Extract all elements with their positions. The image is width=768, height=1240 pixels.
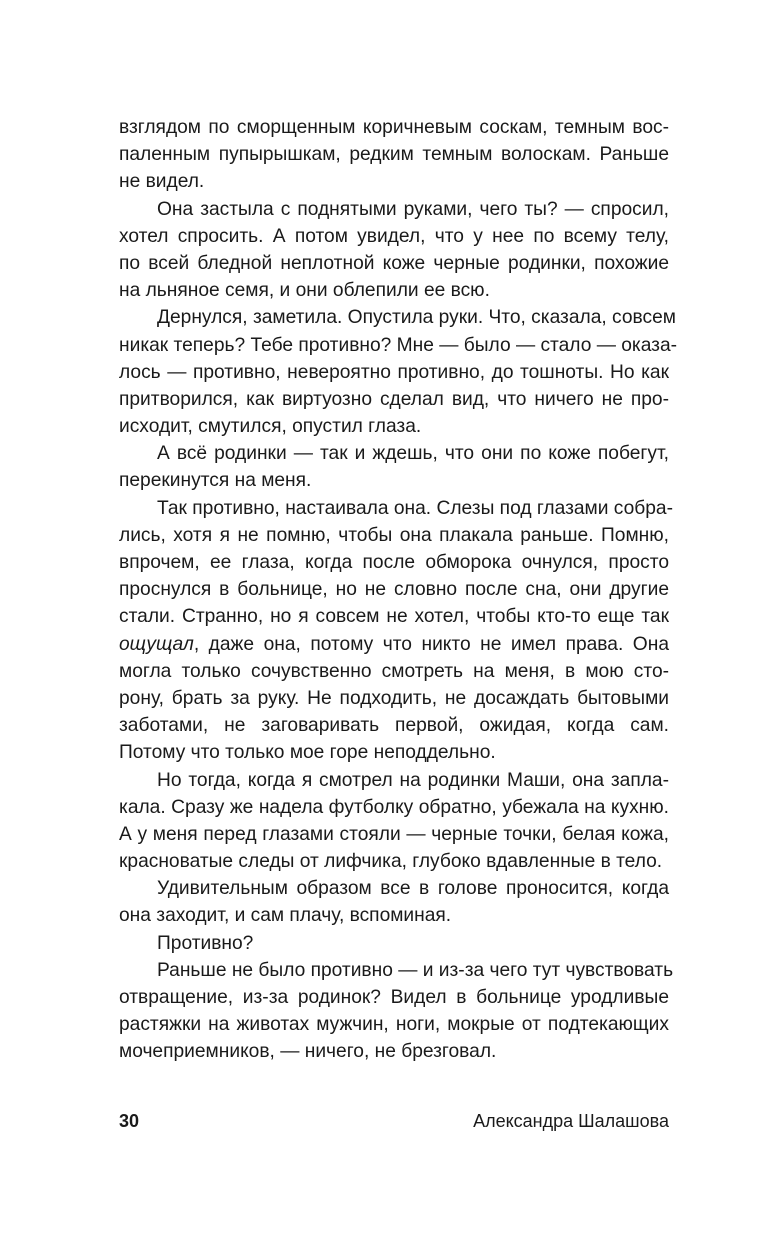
text-line: лось — противно, невероятно противно, до тошноты. Но как: [119, 361, 669, 383]
text-line: Дернулся, заметила. Опустила руки. Что, сказала, совсем: [157, 307, 676, 329]
text-line: взглядом по сморщенным коричневым соскам, темным вос-: [119, 117, 669, 138]
text-line: перекинутся на меня.: [119, 470, 312, 492]
text-line: на льняное семя, и они облепили ее всю.: [119, 280, 490, 302]
page-number: 30: [119, 1111, 140, 1131]
text-line: не видел.: [119, 171, 205, 193]
text-line: по всей бледной неплотной коже черные родинки, похожие: [119, 252, 669, 274]
text-line-italic-start: ощущал, даже она, потому что никто не имел права. Она: [119, 633, 669, 655]
text-line: кала. Сразу же надела футболку обратно, убежала на кухню.: [119, 796, 669, 818]
text-line: А всё родинки — так и ждешь, что они по коже побегут,: [157, 443, 669, 465]
text-line: рону, брать за руку. Не подходить, не досаждать бытовыми: [119, 687, 669, 709]
body-text: [119, 114, 678, 1066]
text-line: Она застыла с поднятыми руками, чего ты? — спросил,: [157, 198, 669, 220]
text-line: никак теперь? Тебе противно? Мне — было — стало — оказа-: [119, 334, 678, 356]
text-line: Раньше не было противно — и из-за чего тут чувствовать: [157, 959, 674, 981]
text-line: отвращение, из-за родинок? Видел в больнице уродливые: [119, 987, 669, 1008]
text-line: Потому что только мое горе неподдельно.: [119, 742, 496, 764]
text-line: могла только сочувственно смотреть на меня, в мою сто-: [119, 660, 669, 682]
text-line: проснулся в больнице, но не словно после сна, они другие: [119, 579, 669, 601]
text-line: Удивительным образом все в голове проносится, когда: [157, 878, 669, 900]
text-line: притворился, как виртуозно сделал вид, что ничего не про-: [119, 388, 669, 410]
running-author: Александра Шалашова: [473, 1111, 669, 1131]
text-line: растяжки на животах мужчин, ноги, мокрые от подтекающих: [119, 1014, 669, 1036]
text-line: лись, хотя я не помню, чтобы она плакала раньше. Помню,: [119, 524, 669, 546]
text-line: паленным пупырышкам, редким темным волоскам. Раньше: [119, 144, 669, 166]
text-line: заботами, не заговаривать первой, ожидая, когда сам.: [119, 715, 669, 737]
text-line: впрочем, ее глаза, когда после обморока очнулся, просто: [119, 552, 669, 573]
text-line: стали. Странно, но я совсем не хотел, чтобы кто-то еще так: [119, 606, 669, 628]
text-line: она заходит, и сам плачу, вспоминая.: [119, 905, 452, 927]
text-line: Но тогда, когда я смотрел на родинки Маши, она запла-: [157, 769, 669, 791]
text-line: мочеприемников, — ничего, не брезговал.: [119, 1041, 497, 1063]
text-line: А у меня перед глазами стояли — черные точки, белая кожа,: [119, 823, 669, 845]
text-line: Так противно, настаивала она. Слезы под глазами собра-: [157, 497, 673, 519]
text-line: красноватые следы от лифчика, глубоко вдавленные в тело.: [119, 851, 663, 873]
text-line: хотел спросить. А потом увидел, что у нее по всему телу,: [119, 225, 669, 247]
text-line: исходит, смутился, опустил глаза.: [119, 416, 422, 438]
text-line: Противно?: [157, 932, 254, 954]
